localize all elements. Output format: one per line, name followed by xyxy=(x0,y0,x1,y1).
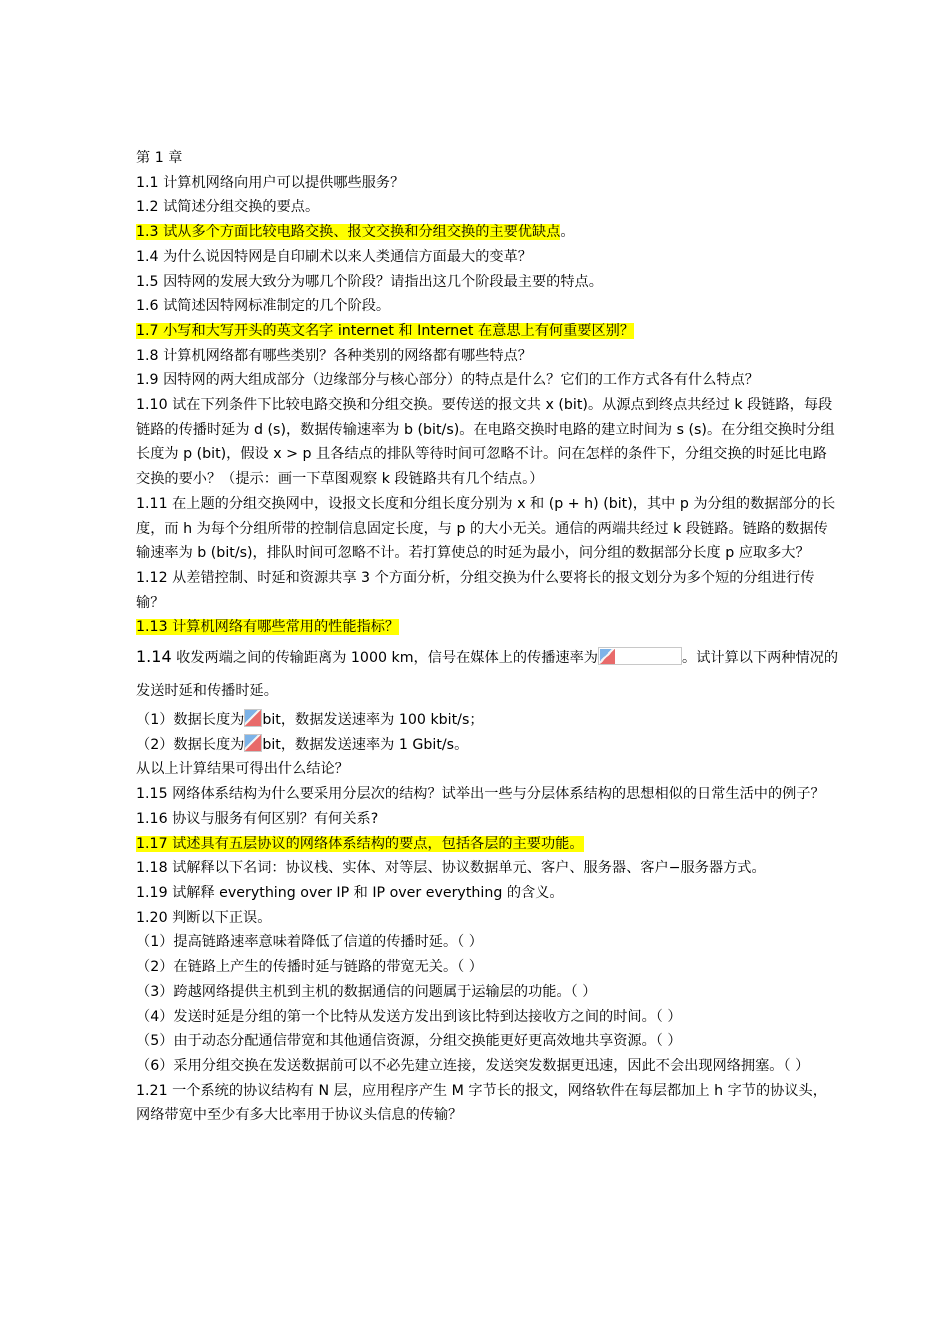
broken-image-icon xyxy=(598,647,682,665)
question-1-17 xyxy=(136,832,839,857)
question-1-20-item-4: （4）发送时延是分组的第一个比特从发送方发出到该比特到达接收方之间的时间。（ ） xyxy=(136,1008,682,1025)
question-1-20: 1.20 判断以下正误。 xyxy=(136,909,272,926)
question-1-10: 1.10 试在下列条件下比较电路交换和分组交换。要传送的报文共 x (bit)。从源点到终点共经过 k 段链路，每段链路的传播时延为 d (s)，数据传输速率为 b (bit/s)。在电路交换时电路的建立时间为 s (s)。在分组交换时分组长度为 p (bit)，假设 x > p 且各结点的排队等待时间可忽略不计。问在怎样的条件下，分组交换的时延比电路交换的要小？（提示：画一下草图观察 k 段链路共有几个结点。） xyxy=(136,397,835,488)
highlight: 1.13 计算机网络有哪些常用的性能指标？ xyxy=(136,619,400,636)
question-1-18: 1.18 试解释以下名词：协议栈、实体、对等层、协议数据单元、客户、服务器、客户−服务器方式。 xyxy=(136,860,766,877)
highlight: 1.3 试从多个方面比较电路交换、报文交换和分组交换的主要优缺点 xyxy=(136,224,561,241)
question-1-20-item-3: （3）跨越网络提供主机到主机的数据通信的问题属于运输层的功能。（ ） xyxy=(136,983,597,1000)
highlight: 1.17 试述具有五层协议的网络体系结构的要点，包括各层的主要功能。 xyxy=(136,835,584,852)
question-1-19: 1.19 试解释 everything over IP 和 IP over everything 的含义。 xyxy=(136,884,564,901)
question-1-6: 1.6 试简述因特网标准制定的几个阶段。 xyxy=(136,298,391,315)
chapter-heading: 第 1 章 xyxy=(136,150,183,166)
question-1-3: 1.3 试从多个方面比较电路交换、报文交换和分组交换的主要优缺点。 xyxy=(136,224,575,241)
question-1-2: 1.2 试简述分组交换的要点。 xyxy=(136,199,320,216)
highlight: 1.7 小写和大写开头的英文名字 internet 和 Internet 在意思上有何重要区别？ xyxy=(136,322,635,339)
question-1-14-case-2: （2）数据长度为 bit，数据发送速率为 1 Gbit/s。 xyxy=(136,733,839,758)
question-1-5: 1.5 因特网的发展大致分为哪几个阶段？请指出这几个阶段最主要的特点。 xyxy=(136,273,603,290)
question-1-4: 1.4 为什么说因特网是自印刷术以来人类通信方面最大的变革？ xyxy=(136,248,532,265)
question-1-20-item-6: （6）采用分组交换在发送数据前可以不必先建立连接，发送突发数据更迅速，因此不会出现网络拥塞。（ ） xyxy=(136,1057,810,1074)
question-1-16: 1.16 协议与服务有何区别？有何关系? xyxy=(136,810,379,827)
question-1-20-item-1: （1）提高链路速率意味着降低了信道的传播时延。（ ） xyxy=(136,934,483,951)
question-1-9: 1.9 因特网的两大组成部分（边缘部分与核心部分）的特点是什么？它们的工作方式各有什么特点？ xyxy=(136,372,759,389)
question-1-1: 1.1 计算机网络向用户可以提供哪些服务？ xyxy=(136,174,405,191)
question-1-14-case-1: （1）数据长度为 bit，数据发送速率为 100 kbit/s； xyxy=(136,708,839,733)
question-1-15: 1.15 网络体系结构为什么要采用分层次的结构？试举出一些与分层体系结构的思想相似的日常生活中的例子？ xyxy=(136,786,825,803)
question-1-12: 1.12 从差错控制、时延和资源共享 3 个方面分析，分组交换为什么要将长的报文划分为多个短的分组进行传输？ xyxy=(136,569,815,611)
question-1-7 xyxy=(136,319,839,344)
document-body xyxy=(136,146,839,1128)
question-1-20-item-2: （2）在链路上产生的传播时延与链路的带宽无关。（ ） xyxy=(136,959,483,976)
question-1-13 xyxy=(136,615,839,640)
broken-image-icon xyxy=(244,709,262,727)
question-1-8: 1.8 计算机网络都有哪些类别？各种类别的网络都有哪些特点？ xyxy=(136,347,532,364)
question-1-20-item-5: （5）由于动态分配通信带宽和其他通信资源，分组交换能更好更高效地共享资源。（ ） xyxy=(136,1033,682,1050)
question-1-21: 1.21 一个系统的协议结构有 N 层，应用程序产生 M 字节长的报文，网络软件在每层都加上 h 字节的协议头，网络带宽中至少有多大比率用于协议头信息的传输？ xyxy=(136,1082,827,1124)
question-1-14-conclusion: 从以上计算结果可得出什么结论？ xyxy=(136,761,349,778)
question-1-14: 1.14 收发两端之间的传输距离为 1000 km，信号在媒体上的传播速率为 。试计算以下两种情况的发送时延和传播时延。 xyxy=(136,647,839,700)
broken-image-icon xyxy=(244,734,262,752)
question-1-11: 1.11 在上题的分组交换网中，设报文长度和分组长度分别为 x 和 (p + h) (bit)，其中 p 为分组的数据部分的长度，而 h 为每个分组所带的控制信息固定长度，与 p 的大小无关。通信的两端共经过 k 段链路。链路的数据传输速率为 b (bit/s)，排队时间可忽略不计。若打算使总的时延为最小，问分组的数据部分长度 p 应取多大？ xyxy=(136,495,836,562)
